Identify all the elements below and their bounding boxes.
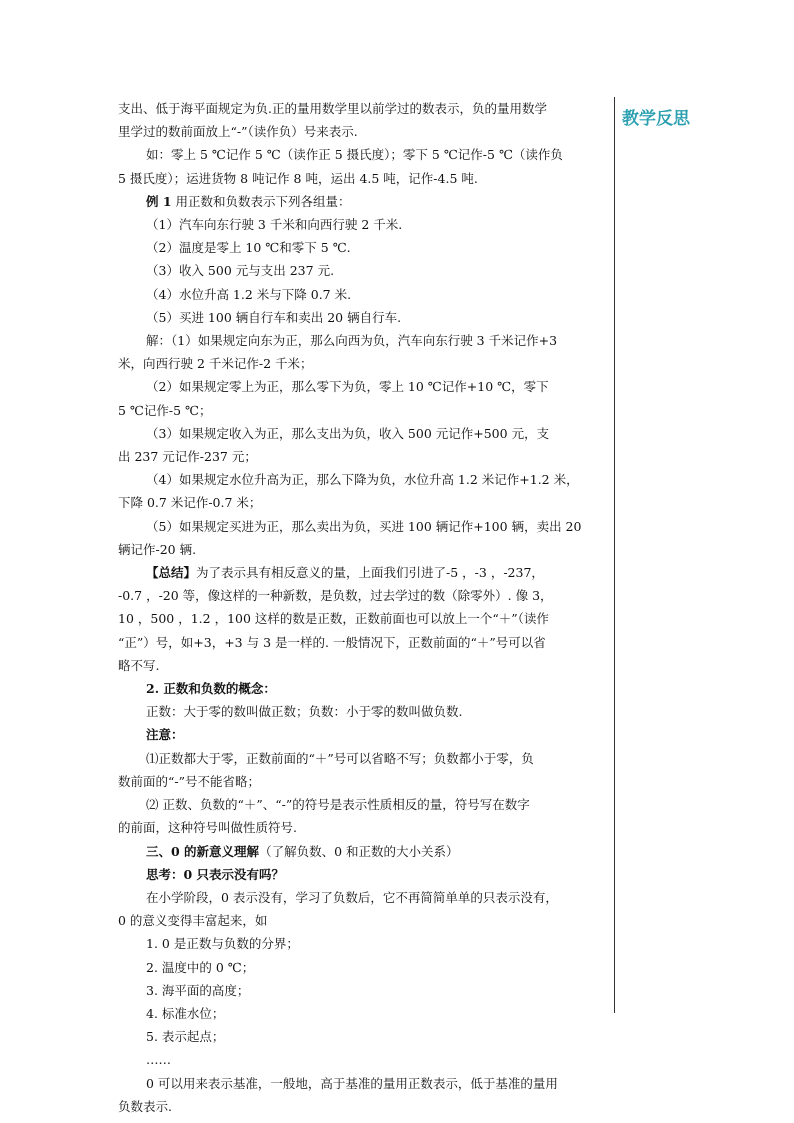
main-text (118, 97, 610, 1118)
text-line: …… (146, 1052, 171, 1068)
text-line: -0.7 ，-20 等，像这样的一种新数，是负数，过去学过的数（除零外）. 像 3， (118, 588, 553, 604)
text-line: （2）如果规定零上为正，那么零下为负，零上 10 ℃记作+10 ℃，零下 (146, 379, 549, 395)
text-line: （5）如果规定买进为正，那么卖出为负，买进 100 辆记作+100 辆，卖出 20 (146, 518, 582, 534)
text-line: 略不写. (118, 657, 160, 673)
text-line: （2）温度是零上 10 ℃和零下 5 ℃. (146, 240, 351, 256)
text-line: （5）买进 100 辆自行车和卖出 20 辆自行车. (146, 309, 402, 325)
text-run: 用正数和负数表示下列各组量： (171, 193, 351, 209)
teaching-reflection-title: 教学反思 (622, 109, 690, 129)
text-line: 3. 海平面的高度； (146, 982, 250, 998)
text-line: 4. 标准水位； (146, 1005, 225, 1021)
text-line: 5 ℃记作-5 ℃； (118, 402, 212, 418)
text-line (118, 190, 610, 213)
text-line: （4）水位升高 1.2 米与下降 0.7 米. (146, 286, 352, 302)
text-line: 10 ，500 ，1.2 ，100 这样的数是正数，正数前面也可以放上一个“＋”（读作 (118, 611, 549, 627)
text-line: 米，向西行驶 2 千米记作-2 千米； (118, 356, 313, 372)
text-line: 下降 0.7 米记作-0.7 米； (118, 495, 262, 511)
text-line: 数前面的“-”号不能省略； (118, 773, 261, 789)
text-line: 出 237 元记作-237 元； (118, 449, 257, 465)
text-run: 例 1 (146, 193, 172, 209)
text-line: 的前面，这种符号叫做性质符号. (118, 820, 297, 836)
text-line: 支出、低于海平面规定为负.正的量用数学里以前学过的数表示，负的量用数学 (118, 101, 547, 116)
text-line: 注意： (146, 727, 184, 743)
text-run: 【总结】 (146, 565, 197, 581)
text-line: 里学过的数前面放上“-”（读作负）号来表示. (118, 124, 358, 140)
text-line: （1）汽车向东行驶 3 千米和向西行驶 2 千米. (146, 217, 403, 233)
text-line (118, 840, 610, 863)
text-line: 0 可以用来表示基准，一般地，高于基准的量用正数表示，低于基准的量用 (146, 1075, 558, 1091)
text-line: 负数表示. (118, 1098, 172, 1114)
text-line: 5 摄氏度）；运进货物 8 吨记作 8 吨，运出 4.5 吨，记作-4.5 吨. (118, 170, 478, 186)
text-line: 解：（1）如果规定向东为正，那么向西为负，汽车向东行驶 3 千米记作+3 (146, 333, 558, 349)
text-line: 0 的意义变得丰富起来，如 (118, 913, 268, 929)
text-run: （了解负数、0 和正数的大小关系） (259, 843, 459, 859)
text-line: ⑴正数都大于零，正数前面的“＋”号可以省略不写；负数都小于零，负 (146, 750, 534, 766)
text-line: （3）收入 500 元与支出 237 元. (146, 263, 335, 279)
text-line: （4）如果规定水位升高为正，那么下降为负，水位升高 1.2 米记作+1.2 米， (146, 472, 579, 488)
text-line (118, 561, 610, 584)
column-divider (614, 97, 615, 1013)
text-line: 1. 0 是正数与负数的分界； (146, 936, 299, 952)
text-run: 为了表示具有相反意义的量，上面我们引进了-5 ，-3 ，-237， (196, 565, 544, 581)
text-line: （3）如果规定收入为正，那么支出为负，收入 500 元记作+500 元，支 (146, 425, 550, 441)
text-line: 2. 正数和负数的概念： (146, 681, 276, 697)
text-line: ⑵ 正数、负数的“＋”、“-”的符号是表示性质相反的量，符号写在数字 (146, 797, 530, 813)
text-run: 三、0 的新意义理解 (146, 843, 260, 859)
text-line: 如：零上 5 ℃记作 5 ℃（读作正 5 摄氏度）；零下 5 ℃记作-5 ℃（读作负 (146, 147, 563, 163)
text-line: 辆记作-20 辆. (118, 541, 197, 557)
text-line: 正数：大于零的数叫做正数；负数：小于零的数叫做负数. (146, 704, 463, 720)
text-line: 2. 温度中的 0 ℃； (146, 959, 255, 975)
text-line: 5. 表示起点； (146, 1029, 225, 1045)
text-line: 思考：0 只表示没有吗？ (146, 866, 285, 882)
text-line: 在小学阶段，0 表示没有，学习了负数后，它不再简简单单的只表示没有， (146, 889, 558, 905)
text-line: “正”）号，如+3，+3 与 3 是一样的. 一般情况下，正数前面的“＋”号可以省 (118, 634, 546, 650)
